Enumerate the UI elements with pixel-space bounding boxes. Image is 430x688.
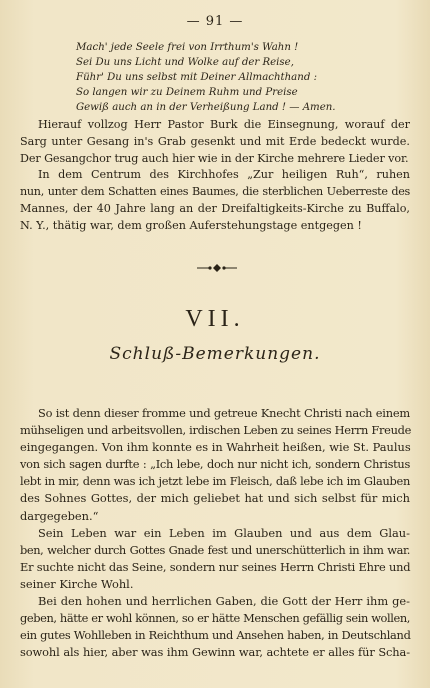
paragraph <box>20 525 410 542</box>
text-line: ein gutes Wohlleben in Reichthum und Ansehen haben, in Deutschland <box>20 628 411 643</box>
text-line: des Sohnes Gottes, der mich geliebet hat und sich selbst für mich <box>20 491 410 506</box>
page-number: — 91 — <box>186 14 244 29</box>
text-line: dargegeben.“ <box>20 508 99 523</box>
paragraph <box>20 405 410 422</box>
text-line: Bei den hohen und herrlichen Gaben, die Gott der Herr ihm ge- <box>38 594 410 609</box>
text-line: Der Gesangchor trug auch hier wie in der Kirche mehrere Lieder vor. <box>20 151 409 165</box>
text-block-upper <box>20 117 410 235</box>
text-line: Mannes, der 40 Jahre lang an der Dreifaltigkeits-Kirche zu Buffalo, <box>20 201 410 215</box>
text-line: nun, unter dem Schatten eines Baumes, die sterblichen Ueberreste des <box>20 185 410 199</box>
text-line: eingegangen. Von ihm konnte es in Wahrheit heißen, wie St. Paulus <box>20 440 411 455</box>
text-line: sowohl als hier, aber was ihm Gewinn war, achtete er alles für Scha- <box>20 645 410 660</box>
poem-line: Führ' Du uns selbst mit Deiner Allmachthand : <box>76 72 318 83</box>
text-line: ben, welcher durch Gottes Gnade fest und unerschütterlich in ihm war. <box>20 542 410 557</box>
paragraph <box>20 542 410 593</box>
paragraph <box>20 422 410 525</box>
text-line: N. Y., thätig war, dem großen Auferstehungstage entgegen ! <box>20 218 362 232</box>
text-line: mühseligen und arbeitsvollen, irdischen Leben zu seines Herrn Freude <box>20 423 412 438</box>
text-line: Hierauf vollzog Herr Pastor Burk die Einsegnung, worauf der <box>38 118 410 131</box>
poem-line: So langen wir zu Deinem Ruhm und Preise <box>76 87 298 98</box>
text-line: Er suchte nicht das Seine, sondern nur seines Herrn Christi Ehre und <box>20 559 411 574</box>
section-divider-ornament <box>195 263 239 273</box>
text-line: von sich sagen durfte : „Ich lebe, doch nur nicht ich, sondern Christus <box>20 457 410 472</box>
text-line: geben, hätte er wohl können, so er hätte Menschen gefällig sein wollen, <box>20 611 410 626</box>
paragraph <box>20 134 410 168</box>
paragraph <box>20 610 410 661</box>
poem-stanza <box>76 40 376 115</box>
poem-line: Sei Du uns Licht und Wolke auf der Reise, <box>76 57 294 68</box>
text-line: Sein Leben war ein Leben im Glauben und aus dem Glau- <box>38 525 410 540</box>
text-line: In dem Centrum des Kirchhofes „Zur heiligen Ruh“, ruhen <box>38 168 410 182</box>
text-line: lebt in mir, denn was ich jetzt lebe im Fleisch, daß lebe ich im Glauben <box>20 474 410 489</box>
poem-line: Gewiß auch an in der Verheißung Land ! — Amen. <box>76 102 336 113</box>
paragraph <box>20 167 410 184</box>
poem-line: Mach' jede Seele frei von Irrthum's Wahn ! <box>76 42 299 53</box>
paragraph <box>20 117 410 134</box>
paragraph <box>20 593 410 610</box>
text-line: Sarg unter Gesang in's Grab gesenkt und mit Erde bedeckt wurde. <box>20 134 410 148</box>
text-line: seiner Kirche Wohl. <box>20 576 134 591</box>
text-block-lower <box>20 405 410 661</box>
paragraph <box>20 184 410 234</box>
chapter-number: VII. <box>185 306 245 332</box>
text-line: So ist denn dieser fromme und getreue Knecht Christi nach einem <box>38 406 410 420</box>
chapter-title: Schluß-Bemerkungen. <box>109 344 321 364</box>
